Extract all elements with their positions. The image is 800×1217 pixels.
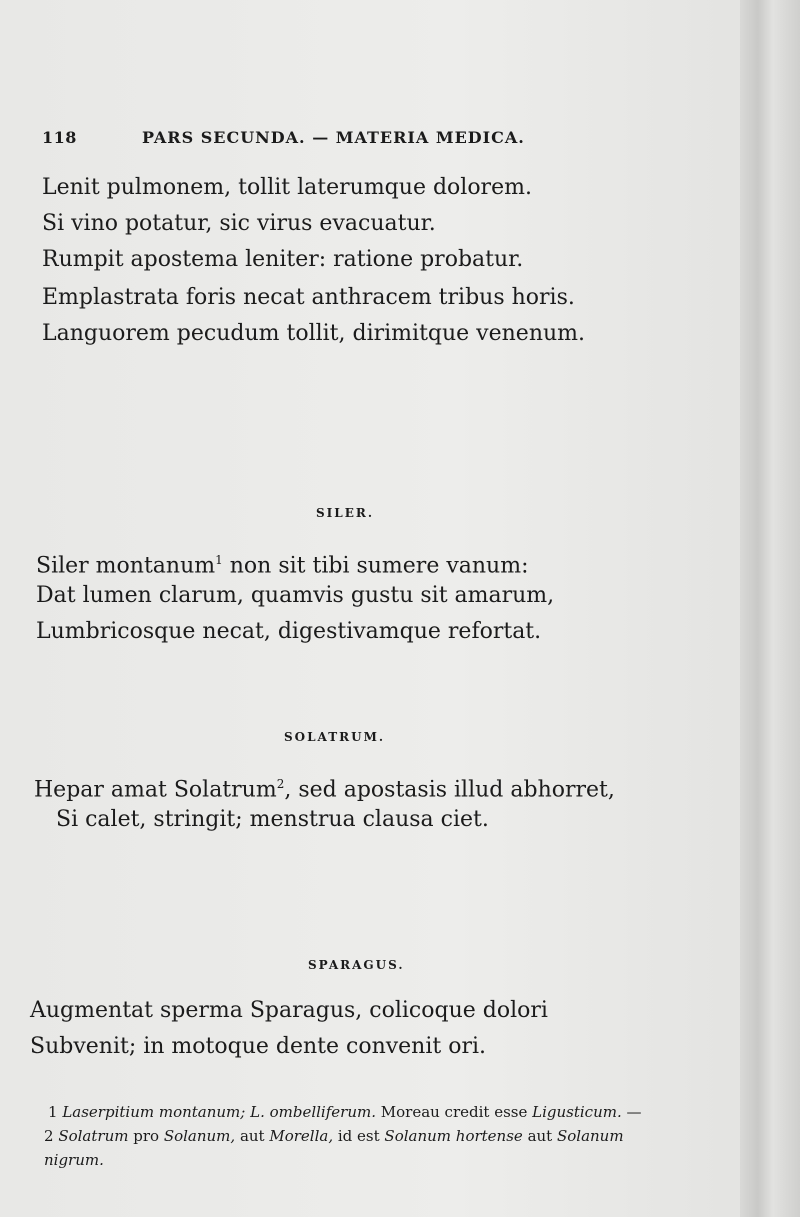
footnote-ref: 2 — [276, 777, 285, 791]
footnotes — [44, 1100, 644, 1172]
verse-line: Rumpit apostema leniter: ratione probatur. — [42, 247, 524, 272]
verse-line: Languorem pecudum tollit, dirimitque venenum. — [42, 321, 586, 346]
page-header — [42, 128, 562, 147]
verse-line: Subvenit; in motoque dente convenit ori. — [30, 1034, 487, 1059]
verse-line: Lumbricosque necat, digestivamque refortat. — [36, 619, 542, 644]
page-number: 118 — [42, 128, 77, 147]
footnote-ref: 1 — [215, 553, 223, 567]
verse-line: Si calet, stringit; menstrua clausa ciet. — [56, 807, 489, 832]
verse-line: Siler montanum$^1$ non sit tibi sumere vanum: — [36, 553, 529, 579]
verse-line: Emplastrata foris necat anthracem tribus horis. — [42, 285, 575, 310]
verse-line: Si vino potatur, sic virus evacuatur. — [42, 211, 436, 236]
book-gutter — [740, 0, 800, 1217]
verse-line: Hepar amat Solatrum$^2$, sed apostasis illud abhorret, — [34, 777, 615, 803]
section-title-sparagus: SPARAGUS. — [308, 958, 405, 972]
verse-line: Dat lumen clarum, quamvis gustu sit amarum, — [36, 583, 555, 608]
verse-line: Lenit pulmonem, tollit laterumque dolorem. — [42, 175, 532, 200]
footnote-text: 1 Laserpitium montanum; L. ombelliferum. Moreau credit esse Ligusticum. — 2 Solatrum pro Solanum, aut Morella, id est Solanum hortense aut Solanum nigrum. — [44, 1103, 642, 1169]
section-title-siler: SILER. — [316, 506, 375, 520]
section-title-solatrum: SOLATRUM. — [284, 730, 386, 744]
running-title: PARS SECUNDA. — MATERIA MEDICA. — [142, 128, 525, 147]
verse-line: Augmentat sperma Sparagus, colicoque dolori — [30, 998, 548, 1023]
